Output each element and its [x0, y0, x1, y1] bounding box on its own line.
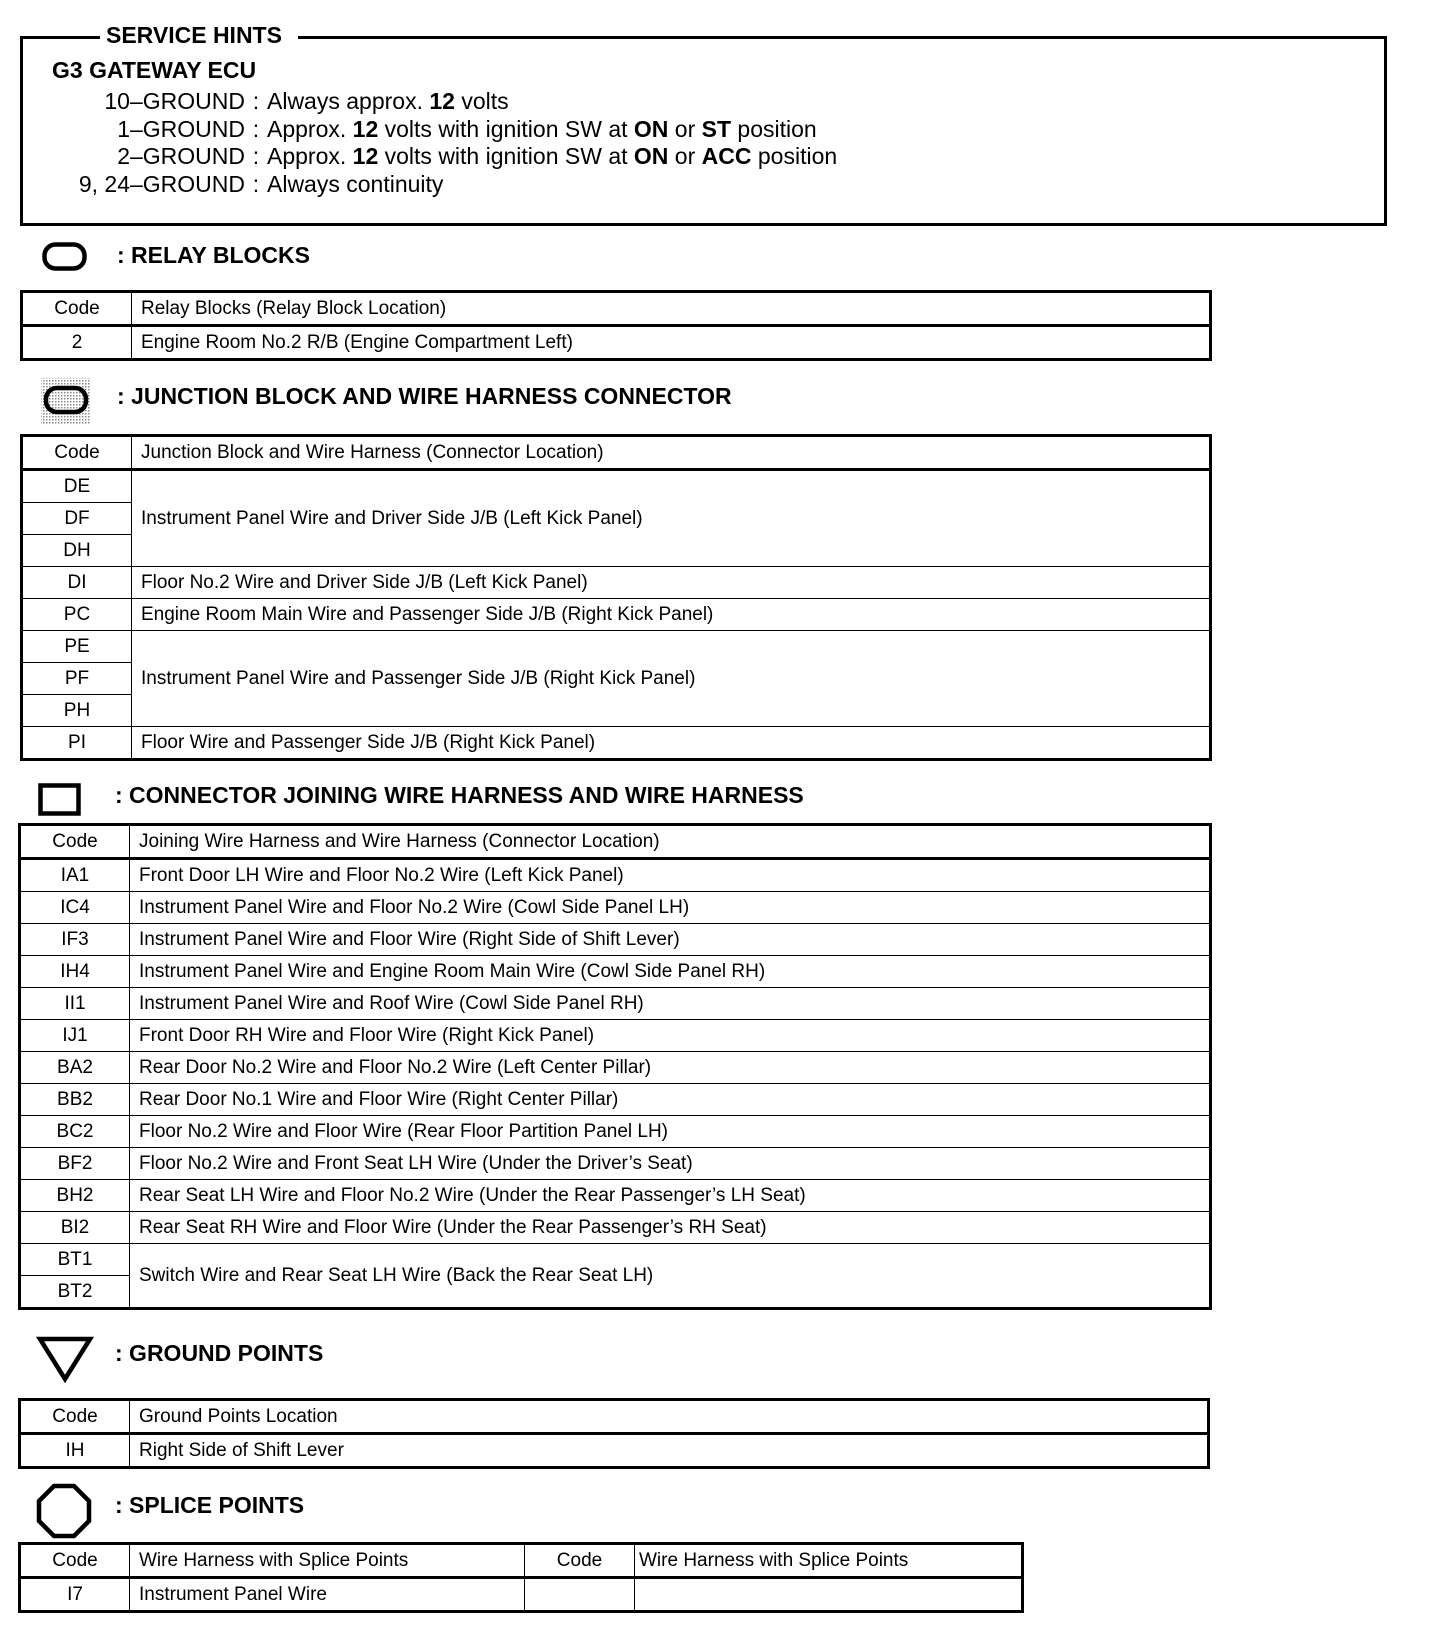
- relay-blocks-heading: : RELAY BLOCKS: [117, 242, 310, 268]
- table-row: [20, 1212, 1211, 1244]
- code-cell: PE: [22, 631, 132, 663]
- table-header-row: [20, 1544, 1023, 1578]
- code-cell: BF2: [20, 1148, 130, 1180]
- code-cell: PF: [22, 663, 132, 695]
- hint-terminal-label: 9, 24–GROUND: [78, 171, 245, 197]
- junction-block-table: [20, 434, 1212, 761]
- table-row: [20, 1180, 1211, 1212]
- table-row: [20, 859, 1211, 892]
- code-cell: BT1: [20, 1244, 130, 1276]
- hint-text: or: [668, 143, 702, 169]
- code-cell: PI: [22, 727, 132, 760]
- description-cell: Rear Door No.1 Wire and Floor Wire (Right Center Pillar): [130, 1084, 1211, 1116]
- header-code: Code: [20, 1544, 130, 1578]
- description-cell: Floor No.2 Wire and Driver Side J/B (Left Kick Panel): [132, 567, 1211, 599]
- code-cell: IC4: [20, 892, 130, 924]
- code-cell: I7: [20, 1578, 130, 1612]
- hint-value-bold: 12: [352, 116, 379, 142]
- code-cell: BC2: [20, 1116, 130, 1148]
- hint-text: Approx.: [267, 116, 353, 142]
- code-cell: IF3: [20, 924, 130, 956]
- table-row: [20, 1244, 1211, 1276]
- description-cell: Rear Seat LH Wire and Floor No.2 Wire (Under the Rear Passenger’s LH Seat): [130, 1180, 1211, 1212]
- description-cell: Instrument Panel Wire and Passenger Side J/B (Right Kick Panel): [132, 631, 1211, 727]
- table-row: [22, 567, 1211, 599]
- header-description: Wire Harness with Splice Points: [635, 1544, 1023, 1578]
- hint-text: volts with ignition SW at: [378, 143, 634, 169]
- header-description: Joining Wire Harness and Wire Harness (Connector Location): [130, 825, 1211, 859]
- header-code: Code: [22, 436, 132, 470]
- table-row: [22, 599, 1211, 631]
- connector-icon: [38, 783, 82, 817]
- splice-points-heading: : SPLICE POINTS: [115, 1492, 305, 1518]
- ground-point-icon: [36, 1335, 94, 1383]
- hint-text: or: [668, 116, 702, 142]
- description-cell: Front Door RH Wire and Floor Wire (Right Kick Panel): [130, 1020, 1211, 1052]
- description-cell: Instrument Panel Wire: [130, 1578, 525, 1612]
- ground-points-heading: : GROUND POINTS: [115, 1340, 324, 1366]
- description-cell: Engine Room Main Wire and Passenger Side J/B (Right Kick Panel): [132, 599, 1211, 631]
- hint-line: [0, 141, 837, 171]
- table-row: [22, 470, 1211, 503]
- table-row: [22, 631, 1211, 663]
- code-cell: DI: [22, 567, 132, 599]
- code-cell: IH: [20, 1434, 130, 1468]
- header-description: Ground Points Location: [130, 1400, 1209, 1434]
- table-header-row: [22, 292, 1211, 326]
- hint-value-bold: ACC: [701, 143, 752, 169]
- hint-terminal-label: 1–GROUND: [117, 116, 245, 142]
- code-cell: IH4: [20, 956, 130, 988]
- hint-value-bold: ON: [633, 143, 669, 169]
- hint-separator: :: [252, 88, 260, 114]
- table-header-row: [20, 825, 1211, 859]
- code-cell: BH2: [20, 1180, 130, 1212]
- hint-text: volts with ignition SW at: [378, 116, 634, 142]
- description-cell: Instrument Panel Wire and Floor No.2 Wire (Cowl Side Panel LH): [130, 892, 1211, 924]
- description-cell: Floor No.2 Wire and Floor Wire (Rear Floor Partition Panel LH): [130, 1116, 1211, 1148]
- header-code: Code: [20, 1400, 130, 1434]
- connectors-heading: : CONNECTOR JOINING WIRE HARNESS AND WIRE HARNESS: [115, 782, 804, 808]
- table-row: [22, 727, 1211, 760]
- code-cell: BI2: [20, 1212, 130, 1244]
- table-row: [20, 1148, 1211, 1180]
- hint-value-bold: ST: [701, 116, 732, 142]
- header-code: Code: [20, 825, 130, 859]
- code-cell: IA1: [20, 859, 130, 892]
- table-row: [20, 924, 1211, 956]
- code-cell: DH: [22, 535, 132, 567]
- hint-separator: :: [252, 116, 260, 142]
- hint-line: [0, 169, 443, 199]
- hint-value-bold: 12: [429, 88, 455, 114]
- hint-text: position: [731, 116, 817, 142]
- hint-separator: :: [252, 143, 260, 169]
- code-cell: PC: [22, 599, 132, 631]
- hint-text: Approx.: [267, 143, 353, 169]
- code-cell: II1: [20, 988, 130, 1020]
- junction-block-icon: [40, 377, 92, 425]
- code-cell: BA2: [20, 1052, 130, 1084]
- table-row: [20, 956, 1211, 988]
- description-cell: [635, 1578, 1023, 1612]
- description-cell: Switch Wire and Rear Seat LH Wire (Back the Rear Seat LH): [130, 1244, 1211, 1309]
- hint-line: [0, 86, 509, 116]
- description-cell: Instrument Panel Wire and Floor Wire (Right Side of Shift Lever): [130, 924, 1211, 956]
- code-cell: PH: [22, 695, 132, 727]
- code-cell: DF: [22, 503, 132, 535]
- hint-line: [0, 114, 817, 144]
- header-description: Relay Blocks (Relay Block Location): [132, 292, 1211, 326]
- code-cell: DE: [22, 470, 132, 503]
- description-cell: Engine Room No.2 R/B (Engine Compartment Left): [132, 326, 1211, 360]
- hint-separator: :: [252, 171, 260, 197]
- description-cell: Instrument Panel Wire and Engine Room Main Wire (Cowl Side Panel RH): [130, 956, 1211, 988]
- description-cell: Rear Door No.2 Wire and Floor No.2 Wire (Left Center Pillar): [130, 1052, 1211, 1084]
- hint-text: Always approx.: [267, 88, 430, 114]
- hint-value-bold: ON: [633, 116, 669, 142]
- junction-block-heading: : JUNCTION BLOCK AND WIRE HARNESS CONNECTOR: [117, 383, 732, 409]
- table-row: [20, 1084, 1211, 1116]
- ground-points-table: [18, 1398, 1210, 1469]
- hint-terminal-label: 10–GROUND: [104, 88, 245, 114]
- table-header-row: [20, 1400, 1209, 1434]
- description-cell: Instrument Panel Wire and Roof Wire (Cowl Side Panel RH): [130, 988, 1211, 1020]
- table-row: [20, 988, 1211, 1020]
- relay-blocks-table: [20, 290, 1212, 361]
- table-row: [22, 326, 1211, 360]
- code-cell: [525, 1578, 635, 1612]
- hint-text: Always continuity: [267, 171, 444, 197]
- table-header-row: [22, 436, 1211, 470]
- splice-point-icon: [36, 1483, 92, 1539]
- connectors-table: [18, 823, 1212, 1310]
- code-cell: IJ1: [20, 1020, 130, 1052]
- code-cell: BT2: [20, 1276, 130, 1309]
- description-cell: Front Door LH Wire and Floor No.2 Wire (Left Kick Panel): [130, 859, 1211, 892]
- ecu-title: G3 GATEWAY ECU: [52, 57, 257, 83]
- description-cell: Floor Wire and Passenger Side J/B (Right Kick Panel): [132, 727, 1211, 760]
- hint-terminal-label: 2–GROUND: [117, 143, 245, 169]
- description-cell: Rear Seat RH Wire and Floor Wire (Under the Rear Passenger’s RH Seat): [130, 1212, 1211, 1244]
- hint-text: position: [751, 143, 838, 169]
- table-row: [20, 1116, 1211, 1148]
- relay-block-icon: [42, 242, 88, 272]
- description-cell: Right Side of Shift Lever: [130, 1434, 1209, 1468]
- header-code: Code: [22, 292, 132, 326]
- code-cell: BB2: [20, 1084, 130, 1116]
- service-hints-title: SERVICE HINTS: [100, 20, 298, 50]
- header-code: Code: [525, 1544, 635, 1578]
- table-row: [20, 1578, 1023, 1612]
- hint-value-bold: 12: [352, 143, 379, 169]
- header-description: Wire Harness with Splice Points: [130, 1544, 525, 1578]
- hint-text: volts: [454, 88, 509, 114]
- table-row: [20, 1020, 1211, 1052]
- description-cell: Instrument Panel Wire and Driver Side J/B (Left Kick Panel): [132, 470, 1211, 567]
- table-row: [20, 1052, 1211, 1084]
- header-description: Junction Block and Wire Harness (Connector Location): [132, 436, 1211, 470]
- table-row: [20, 1434, 1209, 1468]
- splice-points-table: [18, 1542, 1024, 1613]
- code-cell: 2: [22, 326, 132, 360]
- description-cell: Floor No.2 Wire and Front Seat LH Wire (Under the Driver’s Seat): [130, 1148, 1211, 1180]
- table-row: [20, 892, 1211, 924]
